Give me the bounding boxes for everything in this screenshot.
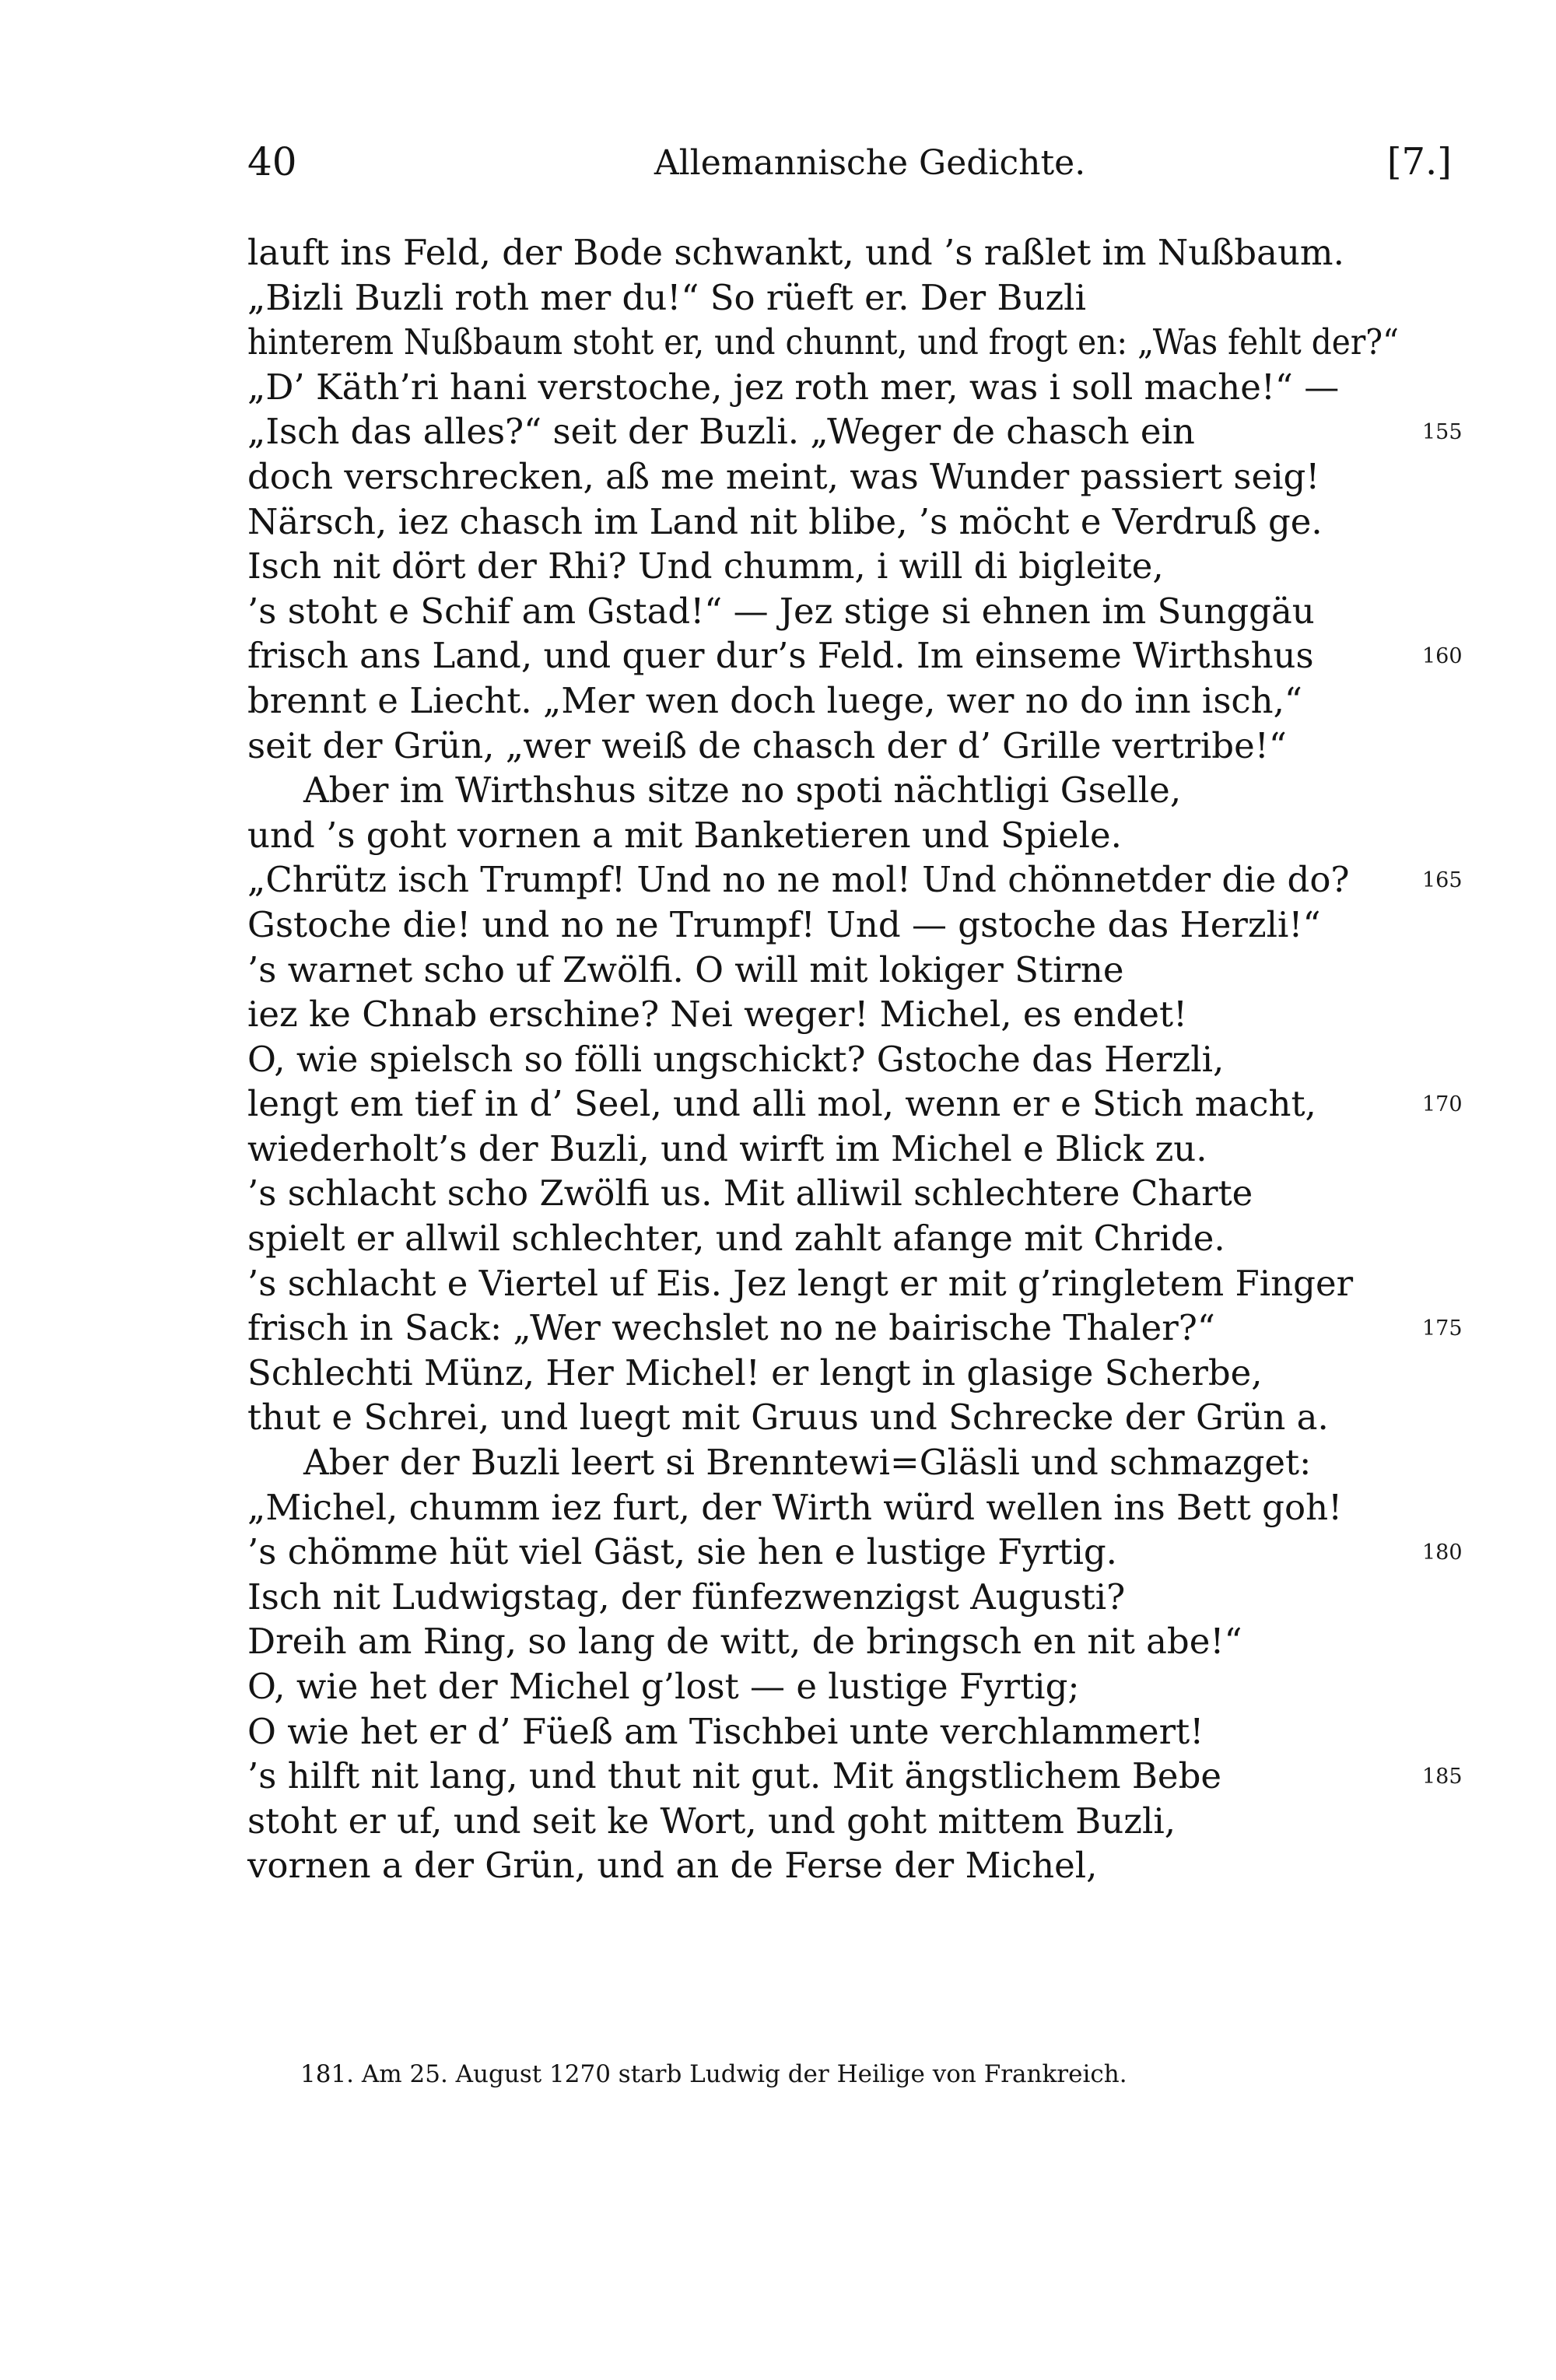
- verse-line: [247, 724, 1461, 769]
- verse-text: O, wie het der Michel g’lost — e lustige Fyrtig;: [247, 1666, 1080, 1707]
- verse-line: [247, 1351, 1461, 1396]
- verse-line: [247, 1395, 1461, 1440]
- verse-text: ’s stoht e Schif am Gstad!“ — Jez stige si ehnen im Sunggäu: [247, 590, 1315, 632]
- verse-text: frisch in Sack: „Wer wechslet no ne bairische Thaler?“: [247, 1307, 1215, 1349]
- verse-line: [247, 1216, 1461, 1261]
- verse-line: [247, 678, 1461, 724]
- footnote: 181. Am 25. August 1270 starb Ludwig der Heilige von Frankreich.: [300, 2060, 1127, 2088]
- verse-line: [247, 1171, 1461, 1216]
- line-number: 185: [1422, 1765, 1463, 1789]
- running-title: Allemannische Gedichte.: [654, 143, 1086, 183]
- verse-text: lengt em tief in d’ Seel, und alli mol, wenn er e Stich macht,: [247, 1083, 1316, 1125]
- verse-text: Närsch, iez chasch im Land nit blibe, ’s möcht e Verdruß ge.: [247, 500, 1323, 542]
- verse-line: [247, 1754, 1461, 1799]
- verse-line: [247, 320, 1461, 365]
- verse-line: [247, 454, 1461, 499]
- verse-text: stoht er uf, und seit ke Wort, und goht mittem Buzli,: [247, 1800, 1176, 1842]
- line-number: 160: [1422, 644, 1463, 669]
- verse-line: [247, 768, 1461, 813]
- verse-line: [247, 1081, 1461, 1127]
- verse-text: Aber der Buzli leert si Brenntewi=Gläsli und schmazget:: [303, 1442, 1312, 1484]
- verse-line: [247, 1127, 1461, 1172]
- verse-text: vornen a der Grün, und an de Ferse der Michel,: [247, 1845, 1098, 1887]
- verse-text: „Michel, chumm iez furt, der Wirth würd wellen ins Bett goh!: [247, 1486, 1343, 1528]
- line-number: 165: [1422, 868, 1463, 893]
- verse-text: Gstoche die! und no ne Trumpf! Und — gstoche das Herzli!“: [247, 903, 1321, 945]
- verse-line: [247, 589, 1461, 634]
- verse-text: iez ke Chnab erschine? Nei weger! Michel, es endet!: [247, 994, 1188, 1036]
- verse-text: thut e Schrei, und luegt mit Gruus und Schrecke der Grün a.: [247, 1397, 1329, 1439]
- verse-line: [247, 1530, 1461, 1575]
- line-number: 155: [1422, 420, 1463, 445]
- verse-text: „D’ Käth’ri hani verstoche, jez roth mer, was i soll mache!“ —: [247, 366, 1340, 408]
- verse-line: [247, 544, 1461, 589]
- verse-block: [247, 230, 1461, 1888]
- verse-text: spielt er allwil schlechter, und zahlt afange mit Chride.: [247, 1218, 1225, 1260]
- verse-line: [247, 992, 1461, 1037]
- verse-text: seit der Grün, „wer weiß de chasch der d’ Grille vertribe!“: [247, 724, 1287, 766]
- verse-text: Isch nit Ludwigstag, der fünfezwenzigst Augusti?: [247, 1576, 1126, 1618]
- verse-text: O, wie spielsch so fölli ungschickt? Gstoche das Herzli,: [247, 1038, 1225, 1080]
- verse-text: „Chrütz isch Trumpf! Und no ne mol! Und chönnetder die do?: [247, 859, 1350, 901]
- verse-line: [247, 1664, 1461, 1709]
- section-label: [7.]: [1386, 140, 1452, 184]
- verse-text: Aber im Wirthshus sitze no spoti nächtligi Gselle,: [303, 769, 1182, 811]
- verse-text: „Isch das alles?“ seit der Buzli. „Weger de chasch ein: [247, 411, 1195, 453]
- line-number: 180: [1422, 1541, 1463, 1565]
- verse-line: [247, 1575, 1461, 1620]
- verse-text: und ’s goht vornen a mit Banketieren und Spiele.: [247, 814, 1122, 856]
- verse-text: ’s warnet scho uf Zwölfi. O will mit lokiger Stirne: [247, 948, 1124, 990]
- verse-text: brennt e Liecht. „Mer wen doch luege, wer no do inn isch,“: [247, 679, 1302, 721]
- verse-text: „Bizli Buzli roth mer du!“ So rüeft er. Der Buzli: [247, 276, 1086, 318]
- verse-line: [247, 948, 1461, 993]
- verse-line: [247, 230, 1461, 275]
- verse-line: [247, 1709, 1461, 1754]
- verse-text: ’s chömme hüt viel Gäst, sie hen e lustige Fyrtig.: [247, 1531, 1117, 1573]
- verse-line: [247, 1843, 1461, 1888]
- verse-line: [247, 409, 1461, 454]
- page-header: [247, 138, 1452, 193]
- verse-line: [247, 275, 1461, 321]
- verse-text: O wie het er d’ Füeß am Tischbei unte verchlammert!: [247, 1710, 1204, 1752]
- verse-line: [247, 1037, 1461, 1082]
- verse-line: [247, 903, 1461, 948]
- verse-line: [247, 813, 1461, 858]
- verse-text: frisch ans Land, und quer dur’s Feld. Im einseme Wirthshus: [247, 635, 1314, 677]
- verse-line: [247, 633, 1461, 678]
- verse-text: ’s schlacht e Viertel uf Eis. Jez lengt er mit g’ringletem Finger: [247, 1262, 1354, 1304]
- line-number: 170: [1422, 1092, 1463, 1117]
- verse-text: lauft ins Feld, der Bode schwankt, und ’s raßlet im Nußbaum.: [247, 232, 1344, 273]
- verse-line: [247, 1485, 1461, 1530]
- verse-line: [247, 1440, 1461, 1485]
- verse-line: [247, 1261, 1461, 1306]
- verse-line: [247, 1799, 1461, 1844]
- verse-line: [247, 1306, 1461, 1351]
- verse-line: [247, 499, 1461, 545]
- page-number: 40: [247, 139, 297, 184]
- verse-line: [247, 857, 1461, 903]
- verse-text: ’s hilft nit lang, und thut nit gut. Mit ängstlichem Bebe: [247, 1755, 1222, 1797]
- verse-text: ’s schlacht scho Zwölfi us. Mit alliwil schlechtere Charte: [247, 1172, 1253, 1215]
- verse-line: [247, 1619, 1461, 1664]
- verse-text: wiederholt’s der Buzli, und wirft im Michel e Blick zu.: [247, 1127, 1207, 1169]
- line-number: 175: [1422, 1316, 1463, 1341]
- verse-text: Dreih am Ring, so lang de witt, de bringsch en nit abe!“: [247, 1621, 1242, 1663]
- verse-text: hinterem Nußbaum stoht er, und chunnt, und frogt en: „Was fehlt der?“: [247, 321, 1399, 363]
- verse-text: Isch nit dört der Rhi? Und chumm, i will di bigleite,: [247, 545, 1164, 587]
- verse-text: doch verschrecken, aß me meint, was Wunder passiert seig!: [247, 455, 1320, 497]
- verse-text: Schlechti Münz, Her Michel! er lengt in glasige Scherbe,: [247, 1351, 1263, 1393]
- verse-line: [247, 365, 1461, 410]
